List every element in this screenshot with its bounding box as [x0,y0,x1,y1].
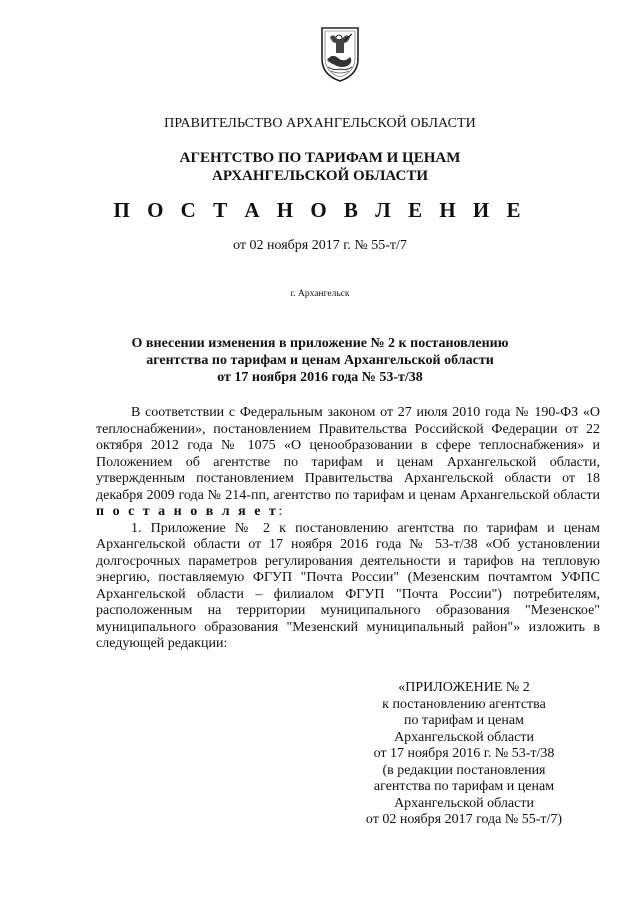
appendix-line: к постановлению агентства [382,696,546,712]
resolves-word: п о с т а н о в л я е т [96,504,279,519]
subject-line2: агентства по тарифам и ценам Архангельской области [146,353,494,368]
appendix-line: от 02 ноября 2017 года № 55-т/7) [365,812,563,827]
appendix-line: от 17 ноября 2016 г. № 53-т/38 [373,746,555,761]
body-paragraph-item1: 1. Приложение № 2 к постановлению агентства по тарифам и ценам Архангельской области от 17 ноября 2016 года № 53-т/38 «Об установлении долгосрочных параметров регулирования деятельности и тарифов на тепловую энергию, поставляемую ФГУП "Почта России" (Мезенским почтамтом УФПС Архангельской области – филиалом ФГУП "Почта России") потребителям, расположенным на территории муниципального образования "Мезенское" муниципального образования "Мезенский муниципальный район"» изложить в следующей редакции: [96,520,600,651]
body-paragraph-preamble [96,405,600,521]
decree-dateline: от 02 ноября 2017 г. № 55-т/7 [233,238,407,253]
city-name: г. Архангельск [290,289,350,299]
appendix-line: Архангельской области [394,795,534,811]
agency-name [0,149,640,185]
preamble-colon: : [278,504,283,519]
appendix-line: агентства по тарифам и ценам [373,779,555,794]
appendix-header [340,680,588,829]
appendix-line: (в редакции постановления [382,762,546,778]
decree-title: П О С Т А Н О В Л Е Н И Е [113,198,527,222]
decree-subject [0,335,640,386]
subject-line1: О внесении изменения в приложение № 2 к постановлению [131,336,509,351]
appendix-line: «ПРИЛОЖЕНИЕ № 2 [398,680,530,695]
government-name: ПРАВИТЕЛЬСТВО АРХАНГЕЛЬСКОЙ ОБЛАСТИ [164,116,476,131]
appendix-line: по тарифам и ценам [404,713,524,728]
decree-body [96,405,600,653]
preamble-text: В соответствии с Федеральным законом от 27 июля 2010 года № 190-ФЗ «О теплоснабжении», постановлением Правительства Российской Федерации от 22 октября 2012 года № 1075 «О ценообразовании в сфере теплоснабжения» и Положением об агентстве по тарифам и ценам Архангельской области, утвержденным постановлением Правительства Архангельской области от 18 декабря 2009 года № 214-пп, агентство по тарифам и ценам Архангельской области [96,405,600,503]
agency-name-line2: АРХАНГЕЛЬСКОЙ ОБЛАСТИ [212,168,428,184]
arkhangelsk-coat-of-arms-icon [318,25,362,83]
subject-line3: от 17 ноября 2016 года № 53-т/38 [217,370,423,385]
agency-name-line1: АГЕНТСТВО ПО ТАРИФАМ И ЦЕНАМ [179,150,461,166]
appendix-line: Архангельской области [394,729,534,745]
